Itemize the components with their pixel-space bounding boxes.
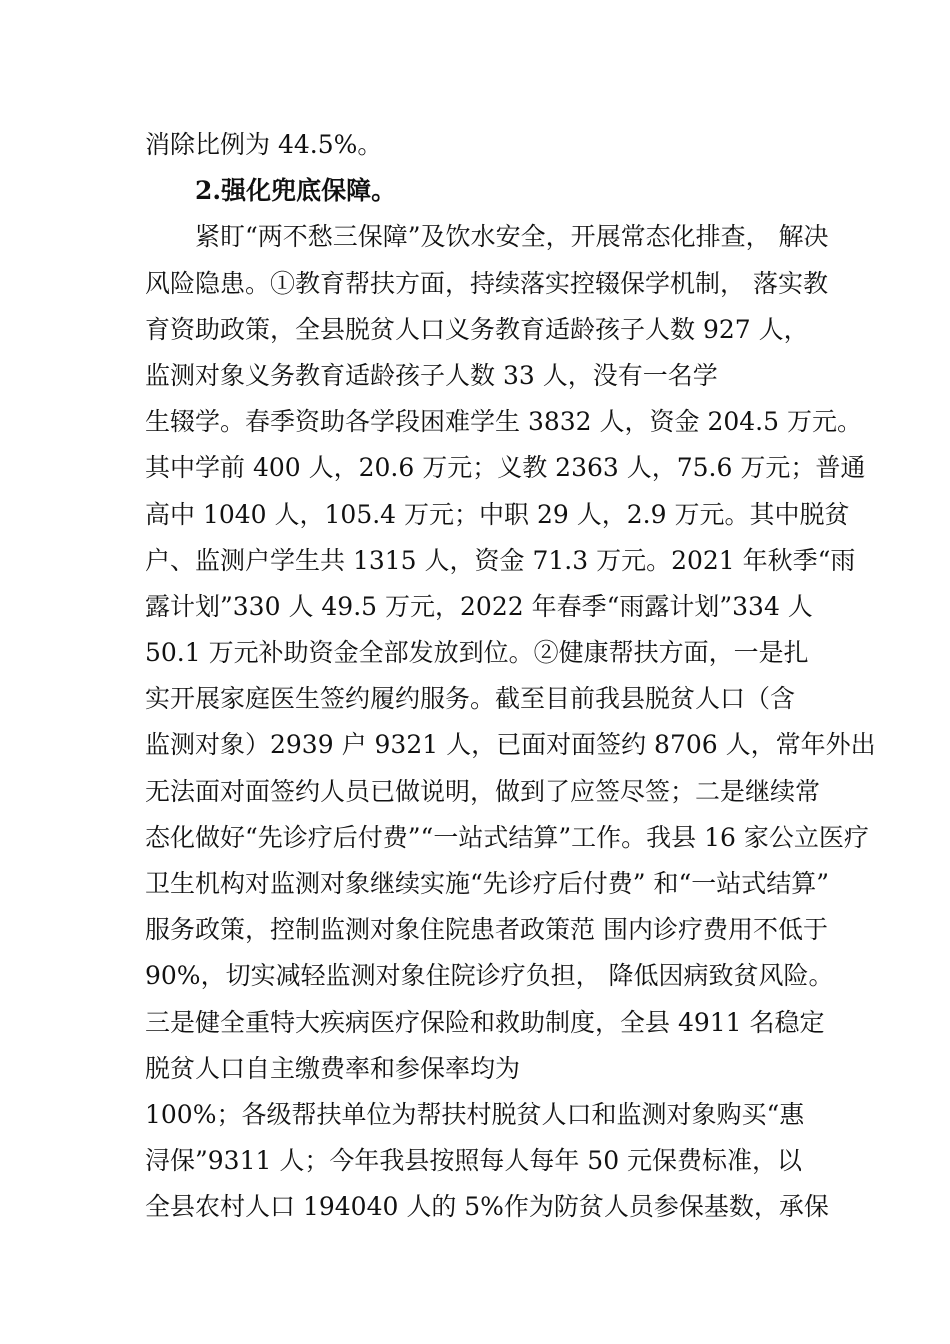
- text-line: 全县农村人口 194040 人的 5%作为防贫人员参保基数，承保: [145, 1192, 829, 1222]
- body-text: [145, 122, 876, 1231]
- text-line: 生辍学。春季资助各学段困难学生 3832 人，资金 204.5 万元。: [145, 407, 862, 437]
- text-line: 卫生机构对监测对象继续实施“先诊疗后付费” 和“一站式结算”: [145, 869, 830, 898]
- text-line: 监测对象）2939 户 9321 人，已面对面签约 8706 人，常年外出: [145, 730, 876, 760]
- text-line: 其中学前 400 人，20.6 万元；义教 2363 人，75.6 万元；普通: [145, 453, 866, 483]
- text-line: 高中 1040 人，105.4 万元；中职 29 人，2.9 万元。其中脱贫: [145, 499, 850, 529]
- text-line: 户、监测户学生共 1315 人，资金 71.3 万元。2021 年秋季“雨: [145, 545, 856, 575]
- paragraph-first-line: 紧盯“两不愁三保障”及饮水安全，开展常态化排查， 解决: [195, 222, 829, 252]
- text-line: 露计划”330 人 49.5 万元，2022 年春季“雨露计划”334 人: [145, 591, 813, 621]
- text-line: 三是健全重特大疾病医疗保险和救助制度，全县 4911 名稳定: [145, 1007, 825, 1037]
- text-line: 态化做好“先诊疗后付费”“一站式结算”工作。我县 16 家公立医疗: [145, 822, 869, 852]
- text-line: 实开展家庭医生签约履约服务。截至目前我县脱贫人口（含: [145, 684, 796, 714]
- text-line: 无法面对面签约人员已做说明，做到了应签尽签；二是继续常: [145, 776, 821, 806]
- text-line: 育资助政策，全县脱贫人口义务教育适龄孩子人数 927 人，: [145, 314, 809, 344]
- text-line: 50.1 万元补助资金全部发放到位。②健康帮扶方面，一是扎: [145, 638, 809, 668]
- text-line: 消除比例为 44.5%。: [145, 130, 383, 159]
- text-line: 服务政策，控制监测对象住院患者政策范 围内诊疗费用不低于: [145, 915, 828, 945]
- text-line: 90%，切实减轻监测对象住院诊疗负担， 降低因病致贫风险。: [145, 961, 834, 991]
- text-line: 100%；各级帮扶单位为帮扶村脱贫人口和监测对象购买“惠: [145, 1099, 805, 1129]
- text-line: 监测对象义务教育适龄孩子人数 33 人，没有一名学: [145, 360, 718, 390]
- text-line: 脱贫人口自主缴费率和参保率均为: [145, 1053, 521, 1083]
- text-line: 风险隐患。①教育帮扶方面，持续落实控辍保学机制， 落实教: [145, 268, 828, 298]
- section-heading: 2.强化兜底保障。: [195, 176, 397, 206]
- text-line: 浔保”9311 人；今年我县按照每人每年 50 元保费标准，以: [145, 1146, 803, 1176]
